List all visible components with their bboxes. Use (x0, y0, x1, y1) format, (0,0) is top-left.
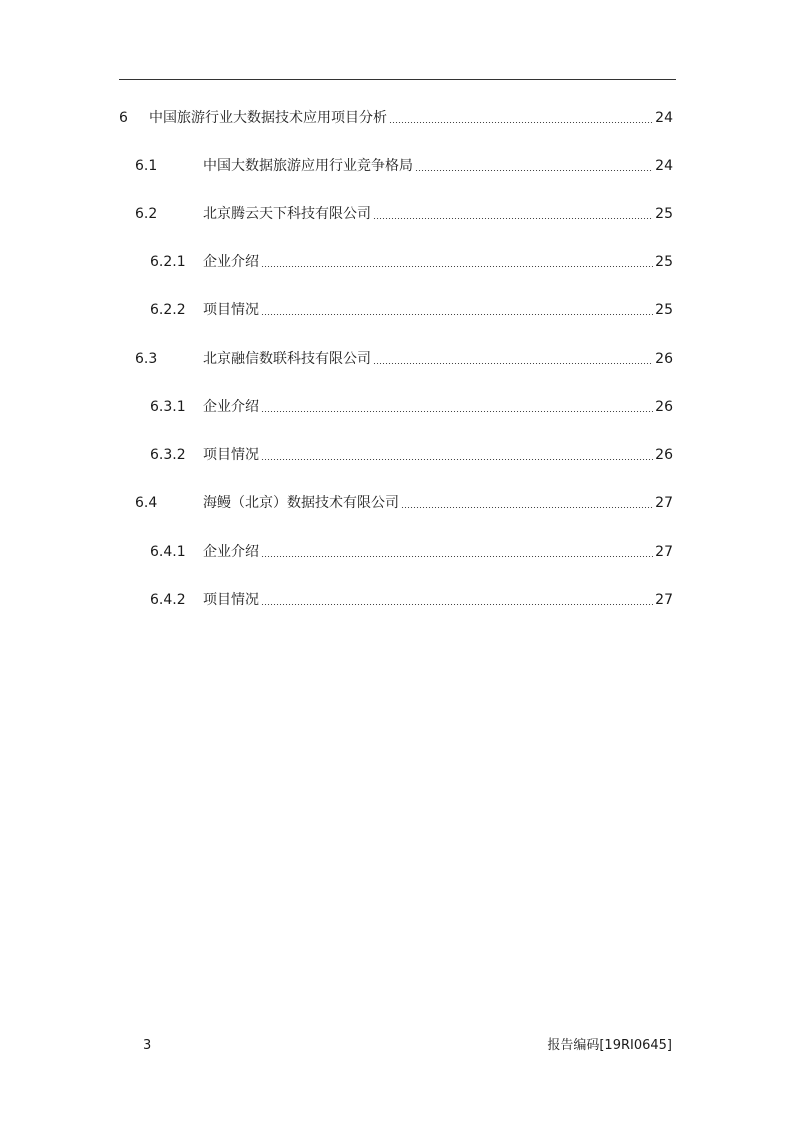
toc-leader (261, 604, 653, 605)
toc-number: 6.2.2 (150, 302, 186, 318)
toc-entry-6-4[interactable] (135, 493, 673, 513)
toc-number: 6.4.1 (150, 544, 186, 560)
toc-number: 6.3.2 (150, 447, 186, 463)
toc-entry-6-4-2[interactable] (150, 590, 673, 610)
toc-page: 26 (655, 351, 673, 367)
toc-page: 25 (655, 254, 673, 270)
toc-number: 6 (119, 110, 128, 126)
toc-entry-6-2[interactable] (135, 204, 673, 224)
toc-title: 中国旅游行业大数据技术应用项目分析 (149, 110, 387, 126)
toc-leader (261, 314, 653, 315)
toc-entry-6-3-1[interactable] (150, 397, 673, 417)
toc-page: 24 (655, 110, 673, 126)
toc-number: 6.4 (135, 495, 158, 511)
toc-entry-6[interactable] (119, 108, 673, 128)
toc-number: 6.2 (135, 206, 158, 222)
toc-leader (261, 556, 653, 557)
toc-number: 6.3.1 (150, 399, 186, 415)
toc-leader (401, 507, 653, 508)
toc-leader (261, 459, 653, 460)
toc-title: 企业介绍 (203, 544, 259, 560)
footer-page-number: 3 (143, 1038, 152, 1053)
toc-title: 项目情况 (203, 447, 259, 463)
toc-title: 北京融信数联科技有限公司 (203, 351, 371, 367)
toc-number: 6.1 (135, 158, 158, 174)
toc-entry-6-2-1[interactable] (150, 252, 673, 272)
toc-title: 海鳗（北京）数据技术有限公司 (203, 495, 399, 511)
toc-page: 27 (655, 592, 673, 608)
toc-entry-6-3[interactable] (135, 349, 673, 369)
header-rule (119, 79, 676, 80)
toc-title: 项目情况 (203, 592, 259, 608)
toc-entry-6-3-2[interactable] (150, 445, 673, 465)
toc-title: 项目情况 (203, 302, 259, 318)
toc-entry-6-4-1[interactable] (150, 542, 673, 562)
toc-leader (261, 411, 653, 412)
toc-title: 企业介绍 (203, 399, 259, 415)
toc-title: 北京腾云天下科技有限公司 (203, 206, 371, 222)
toc-page: 24 (655, 158, 673, 174)
toc-number: 6.2.1 (150, 254, 186, 270)
toc-number: 6.4.2 (150, 592, 186, 608)
toc-leader (261, 266, 653, 267)
toc-page: 25 (655, 302, 673, 318)
toc-leader (373, 363, 653, 364)
toc-number: 6.3 (135, 351, 158, 367)
footer-report-code: 报告编码[19RI0645] (547, 1038, 672, 1053)
toc-title: 企业介绍 (203, 254, 259, 270)
toc-entry-6-1[interactable] (135, 156, 673, 176)
toc-page: 25 (655, 206, 673, 222)
toc-page: 27 (655, 495, 673, 511)
toc-leader (389, 122, 653, 123)
toc-page: 27 (655, 544, 673, 560)
toc-page: 26 (655, 399, 673, 415)
toc-leader (373, 218, 653, 219)
toc-leader (415, 170, 653, 171)
toc-entry-6-2-2[interactable] (150, 300, 673, 320)
toc-page: 26 (655, 447, 673, 463)
toc-title: 中国大数据旅游应用行业竞争格局 (203, 158, 413, 174)
